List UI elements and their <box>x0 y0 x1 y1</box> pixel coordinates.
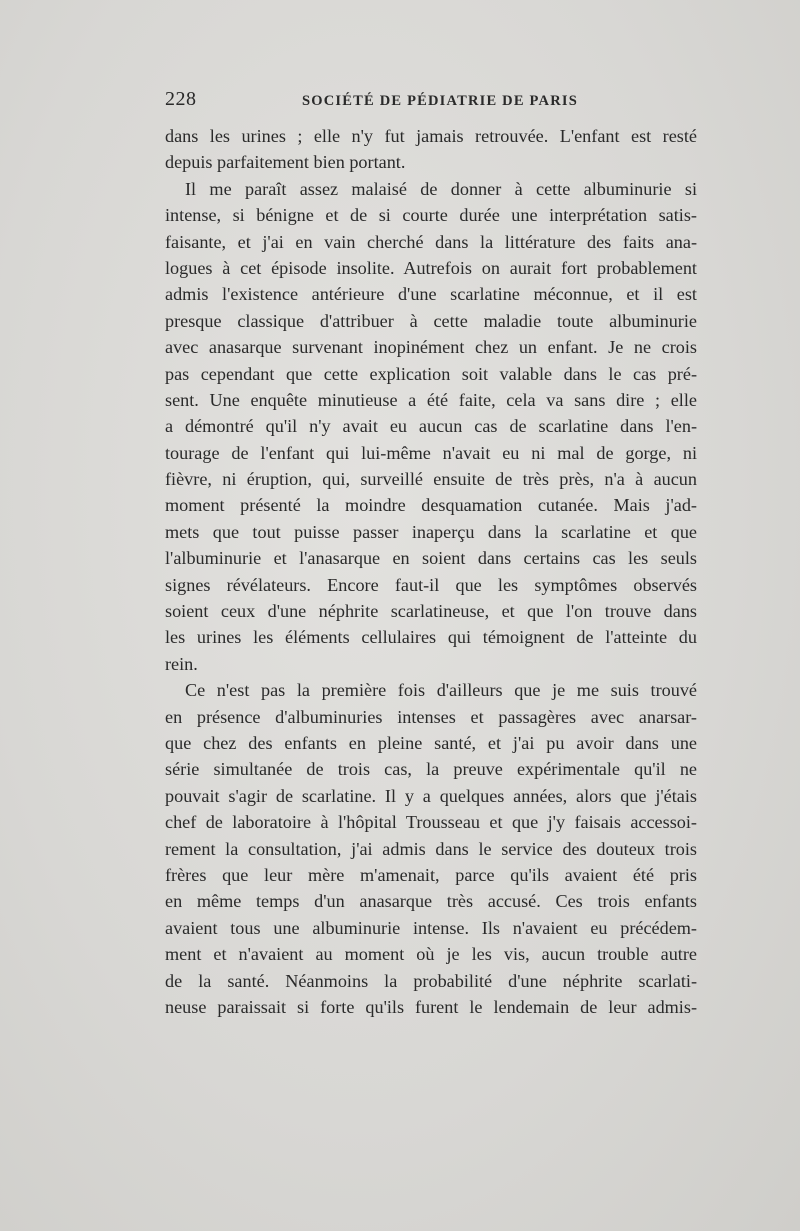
text-line: soient ceux d'une néphrite scarlatineuse, et que l'on trouve dans <box>165 601 697 622</box>
text-line: que chez des enfants en pleine santé, et j'ai pu avoir dans une <box>165 732 697 753</box>
text-line: pouvait s'agir de scarlatine. Il y a quelques années, alors que j'étais <box>165 785 697 806</box>
text-line: dans les urines ; elle n'y fut jamais retrouvée. L'enfant est resté <box>165 126 697 146</box>
text-line: sent. Une enquête minutieuse a été faite, cela va sans dire ; elle <box>165 389 697 410</box>
text-line: depuis parfaitement bien portant. <box>165 152 406 173</box>
text-line: rement la consultation, j'ai admis dans le service des douteux trois <box>165 838 697 859</box>
text-line: tourage de l'enfant qui lui-même n'avait eu ni mal de gorge, ni <box>165 442 697 463</box>
body-text <box>165 123 697 1020</box>
text-line: a démontré qu'il n'y avait eu aucun cas de scarlatine dans l'en- <box>165 416 697 437</box>
text-line: avaient tous une albuminurie intense. Ils n'avaient eu précédem- <box>165 917 697 938</box>
text-line: admis l'existence antérieure d'une scarlatine méconnue, et il est <box>165 284 697 305</box>
page-header <box>165 88 697 116</box>
text-line: mets que tout puisse passer inaperçu dans la scarlatine et que <box>165 521 697 542</box>
text-line: neuse paraissait si forte qu'ils furent le lendemain de leur admis- <box>165 996 697 1017</box>
text-line: de la santé. Néanmoins la probabilité d'une néphrite scarlati- <box>165 970 697 991</box>
text-line: ment et n'avaient au moment où je les vis, aucun trouble autre <box>165 944 697 965</box>
text-line: l'albuminurie et l'anasarque en soient dans certains cas les seuls <box>165 548 697 569</box>
text-line: chef de laboratoire à l'hôpital Trousseau et que j'y faisais accessoi- <box>165 812 697 833</box>
text-line: fièvre, ni éruption, qui, surveillé ensuite de très près, n'a à aucun <box>165 469 697 490</box>
text-line: série simultanée de trois cas, la preuve expérimentale qu'il ne <box>165 759 697 780</box>
text-line: les urines les éléments cellulaires qui témoignent de l'atteinte du <box>165 627 697 648</box>
text-line: frères que leur mère m'amenait, parce qu'ils avaient été pris <box>165 864 697 885</box>
text-line: intense, si bénigne et de si courte durée une interprétation satis- <box>165 205 697 226</box>
running-head: SOCIÉTÉ DE PÉDIATRIE DE PARIS <box>302 93 578 109</box>
page-number: 228 <box>165 88 197 110</box>
text-line: en même temps d'un anasarque très accusé. Ces trois enfants <box>165 891 697 912</box>
text-line: avec anasarque survenant inopinément chez un enfant. Je ne crois <box>165 337 697 358</box>
text-line: en présence d'albuminuries intenses et passagères avec anarsar- <box>165 706 697 727</box>
text-line: rein. <box>165 653 198 674</box>
text-line: faisante, et j'ai en vain cherché dans la littérature des faits ana- <box>165 231 697 252</box>
text-line: presque classique d'attribuer à cette maladie toute albuminurie <box>165 310 697 331</box>
text-line: signes révélateurs. Encore faut-il que les symptômes observés <box>165 574 697 595</box>
text-line: logues à cet épisode insolite. Autrefois on aurait fort probablement <box>165 257 697 278</box>
text-line: Ce n'est pas la première fois d'ailleurs que je me suis trouvé <box>185 680 697 701</box>
text-line: moment présenté la moindre desquamation cutanée. Mais j'ad- <box>165 495 697 516</box>
text-line: Il me paraît assez malaisé de donner à cette albuminurie si <box>185 178 697 199</box>
text-line: pas cependant que cette explication soit valable dans le cas pré- <box>165 363 697 384</box>
